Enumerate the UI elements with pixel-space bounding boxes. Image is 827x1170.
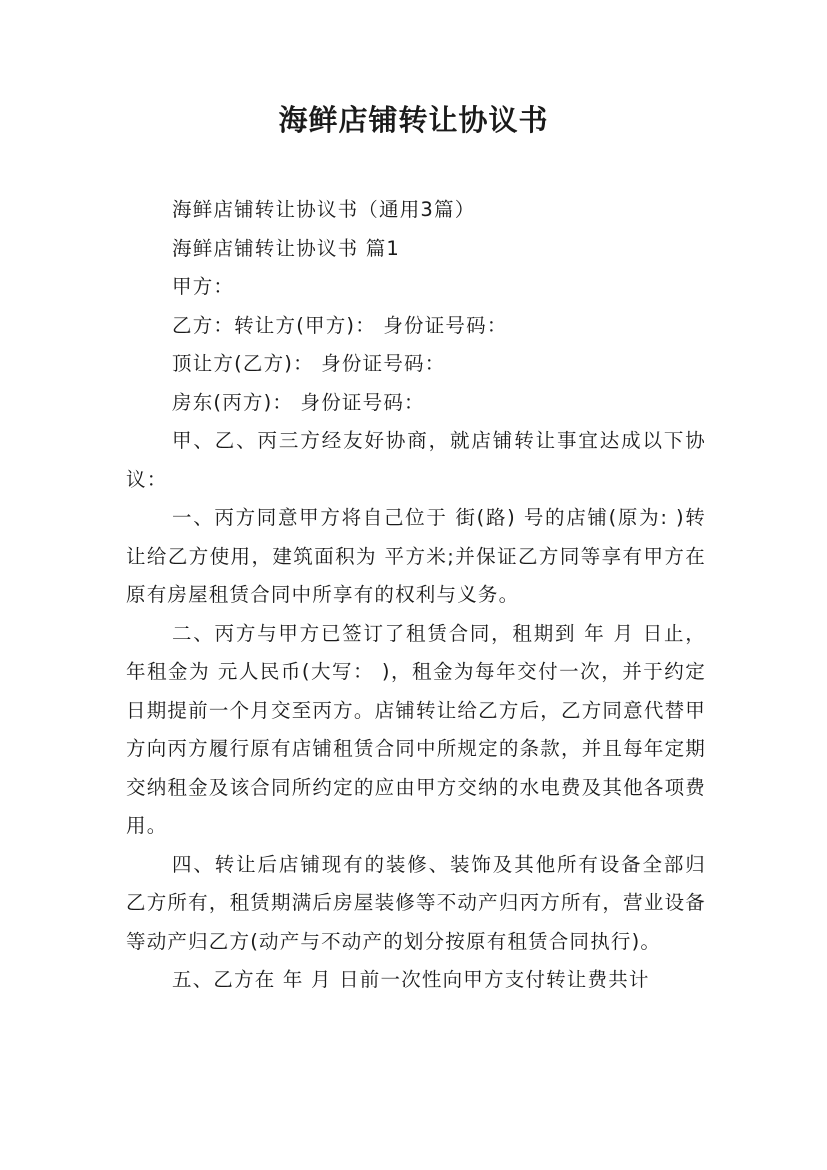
- party-a-paragraph: 甲方：: [172, 275, 235, 298]
- document-title: 海鲜店铺转让协议书: [278, 103, 549, 137]
- landlord-paragraph: 房东(丙方)： 身份证号码：: [172, 390, 425, 414]
- clause-two-paragraph: 二、丙方与甲方已签订了租赁合同，租期到 年 月 日止，年租金为 元人民币(大写： )，租金为每年交付一次，并于约定日期提前一个月交至丙方。店铺转让给乙方后，乙方同意代替甲方向丙方履行原有店铺租赁合同中所规定的条款，并且每年定期交纳租金及该合同所约定的应由甲方交纳的水电费及其他各项费用。: [126, 621, 706, 837]
- subtitle-paragraph: 海鲜店铺转让协议书（通用3篇）: [172, 198, 476, 221]
- clause-one-paragraph: 一、丙方同意甲方将自己位于 街(路) 号的店铺(原为: )转让给乙方使用，建筑面积为 平方米;并保证乙方同等享有甲方在原有房屋租赁合同中所享有的权利与义务。: [126, 506, 706, 606]
- clause-five-paragraph: 五、乙方在 年 月 日前一次性向甲方支付转让费共计: [172, 968, 650, 991]
- transferee-paragraph: 顶让方(乙方)： 身份证号码：: [172, 352, 446, 375]
- clause-four-paragraph: 四、转让后店铺现有的装修、装饰及其他所有设备全部归乙方所有，租赁期满后房屋装修等不动产归丙方所有，营业设备等动产归乙方(动产与不动产的划分按原有租赁合同执行)。: [126, 852, 706, 953]
- party-b-paragraph: 乙方：转让方(甲方)： 身份证号码：: [172, 313, 508, 337]
- agreement-intro-paragraph: 甲、乙、丙三方经友好协商，就店铺转让事宜达成以下协议：: [126, 429, 706, 491]
- document-body: [126, 191, 706, 1000]
- section-heading-paragraph: 海鲜店铺转让协议书 篇1: [172, 236, 401, 260]
